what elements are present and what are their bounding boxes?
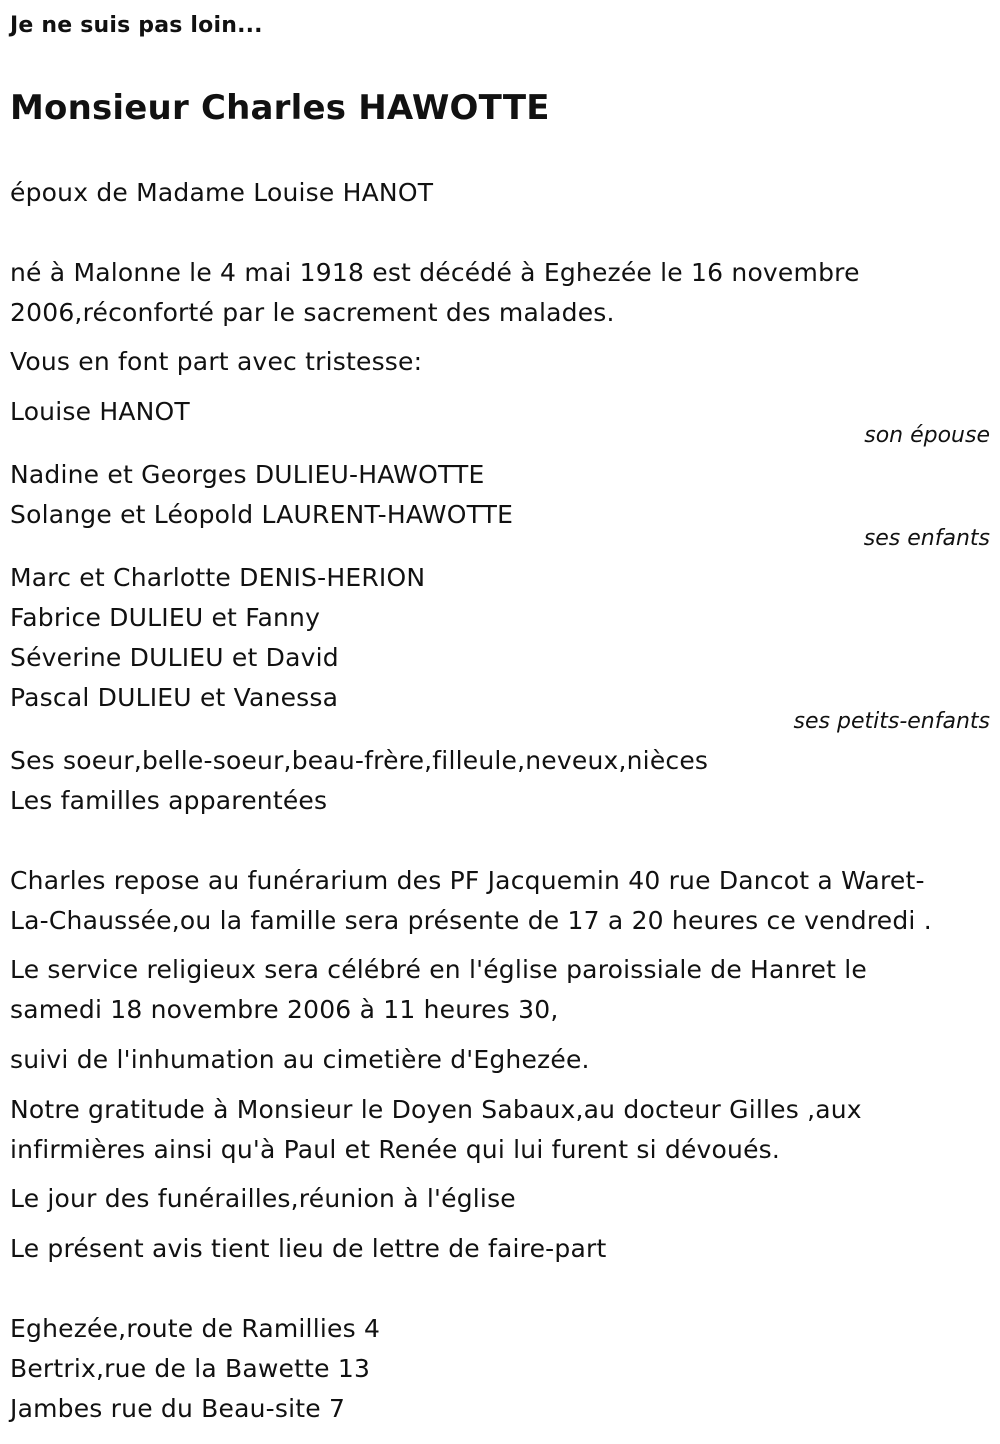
child-name: Nadine et Georges DULIEU-HAWOTTE [10,460,485,489]
birth-death-line-2: 2006,réconforté par le sacrement des malades. [10,298,615,327]
rest-place-line-1: Charles repose au funérarium des PF Jacquemin 40 rue Dancot a Waret- [10,866,925,895]
meeting-line: Le jour des funérailles,réunion à l'église [10,1184,516,1213]
spouse-name: Louise HANOT [10,397,190,426]
child-name: Solange et Léopold LAURENT-HAWOTTE [10,500,514,529]
gratitude-line-2: infirmières ainsi qu'à Paul et Renée qui lui furent si dévoués. [10,1135,781,1164]
birth-death-line-1: né à Malonne le 4 mai 1918 est décédé à Eghezée le 16 novembre [10,258,860,287]
address-line: Jambes rue du Beau-site 7 [10,1394,346,1423]
deceased-name: Monsieur Charles HAWOTTE [10,88,550,128]
address-line: Eghezée,route de Ramillies 4 [10,1314,381,1343]
children-role: ses enfants [863,526,990,551]
other-relatives: Ses soeur,belle-soeur,beau-frère,filleule,neveux,nièces [10,746,709,775]
gratitude-line-1: Notre gratitude à Monsieur le Doyen Sabaux,au docteur Gilles ,aux [10,1095,862,1124]
spouse-line: époux de Madame Louise HANOT [10,178,434,207]
service-line-1: Le service religieux sera célébré en l'église paroissiale de Hanret le [10,955,868,984]
grandchild-name: Marc et Charlotte DENIS-HERION [10,563,426,592]
related-families: Les familles apparentées [10,786,328,815]
spouse-role: son épouse [864,423,990,448]
announce-line: Vous en font part avec tristesse: [10,347,423,376]
grandchild-name: Pascal DULIEU et Vanessa [10,683,339,712]
grandchild-name: Fabrice DULIEU et Fanny [10,603,321,632]
rest-place-line-2: La-Chaussée,ou la famille sera présente de 17 a 20 heures ce vendredi . [10,906,932,935]
intro-quote: Je ne suis pas loin... [10,13,263,38]
notice-line: Le présent avis tient lieu de lettre de faire-part [10,1234,607,1263]
burial-line: suivi de l'inhumation au cimetière d'Eghezée. [10,1045,590,1074]
address-line: Bertrix,rue de la Bawette 13 [10,1354,371,1383]
grandchild-name: Séverine DULIEU et David [10,643,339,672]
service-line-2: samedi 18 novembre 2006 à 11 heures 30, [10,995,559,1024]
grandchildren-role: ses petits-enfants [793,709,990,734]
